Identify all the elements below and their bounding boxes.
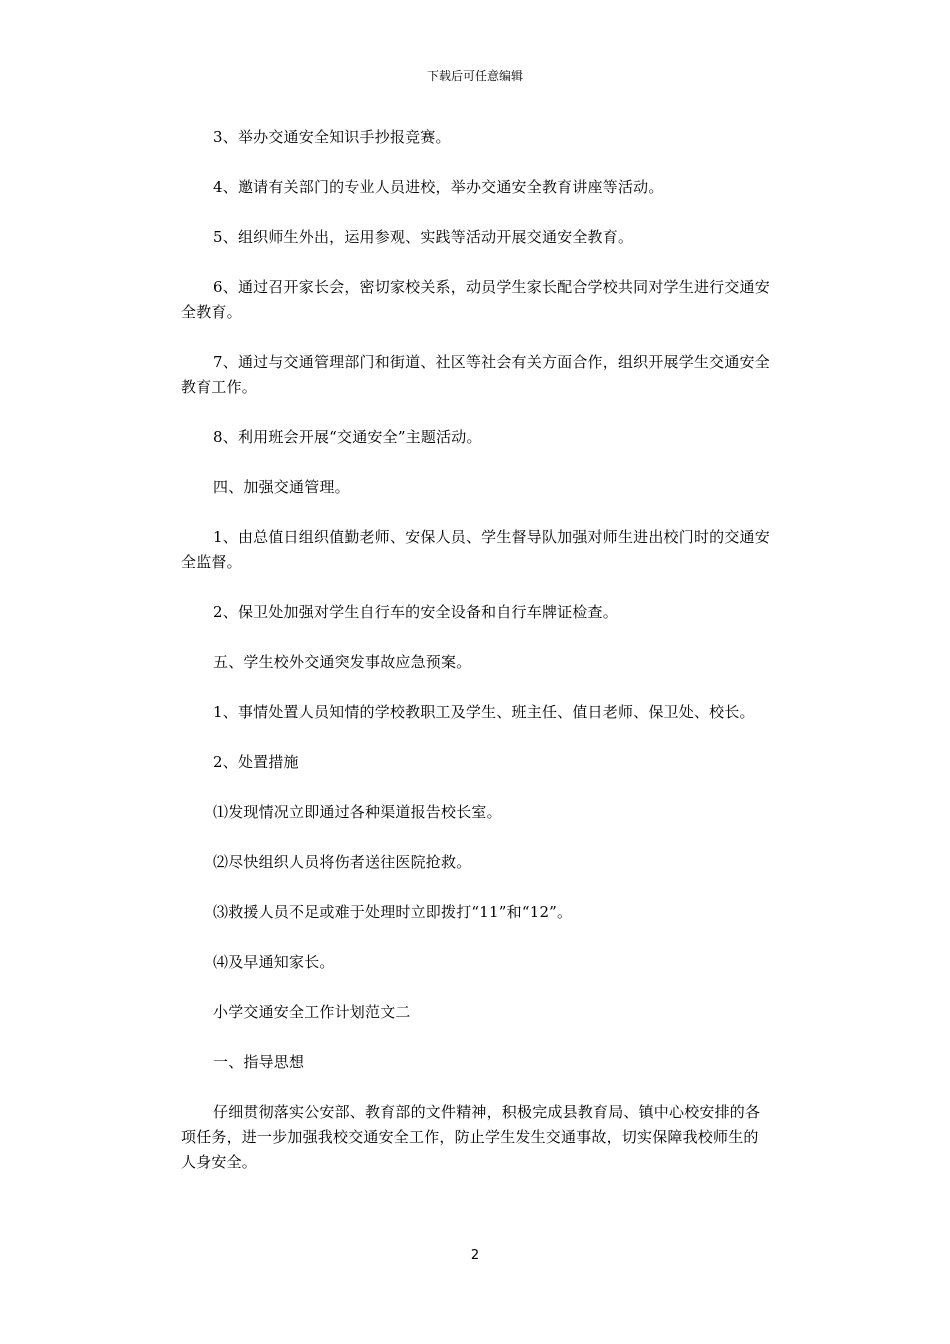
list-item: ⑴发现情况立即通过各种渠道报告校长室。 [213, 803, 502, 821]
document-body [181, 125, 771, 1175]
section-heading: 五、学生校外交通突发事故应急预案。 [213, 653, 472, 671]
paragraph: 1、事情处置人员知情的学校教职工及学生、班主任、值日老师、保卫处、校长。 [213, 703, 755, 721]
page-number: 2 [470, 1248, 480, 1263]
document-subtitle: 小学交通安全工作计划范文二 [213, 1003, 411, 1021]
list-item: ⑷及早通知家长。 [213, 953, 335, 971]
section-heading: 四、加强交通管理。 [213, 478, 350, 496]
paragraph: 8、利用班会开展“交通安全”主题活动。 [213, 428, 482, 446]
paragraph: 2、处置措施 [213, 753, 299, 771]
paragraph: 仔细贯彻落实公安部、教育部的文件精神，积极完成县教育局、镇中心校安排的各项任务，进一步加强我校交通安全工作，防止学生发生交通事故，切实保障我校师生的人身安全。 [181, 1103, 761, 1171]
list-item: ⑵尽快组织人员将伤者送往医院抢救。 [213, 853, 472, 871]
paragraph: 1、由总值日组织值勤老师、安保人员、学生督导队加强对师生进出校门时的交通安全监督。 [181, 528, 770, 571]
paragraph: 4、邀请有关部门的专业人员进校，举办交通安全教育讲座等活动。 [213, 178, 664, 196]
paragraph: 6、通过召开家长会，密切家校关系，动员学生家长配合学校共同对学生进行交通安全教育。 [181, 278, 770, 321]
paragraph: 5、组织师生外出，运用参观、实践等活动开展交通安全教育。 [213, 228, 634, 246]
page-header: 下载后可任意编辑 [426, 69, 523, 83]
list-item: ⑶救援人员不足或难于处理时立即拨打“11”和“12”。 [213, 903, 573, 921]
paragraph: 3、举办交通安全知识手抄报竞赛。 [213, 128, 451, 146]
paragraph: 7、通过与交通管理部门和街道、社区等社会有关方面合作，组织开展学生交通安全教育工作。 [181, 353, 770, 396]
section-heading: 一、指导思想 [213, 1053, 305, 1071]
paragraph: 2、保卫处加强对学生自行车的安全设备和自行车牌证检查。 [213, 603, 618, 621]
